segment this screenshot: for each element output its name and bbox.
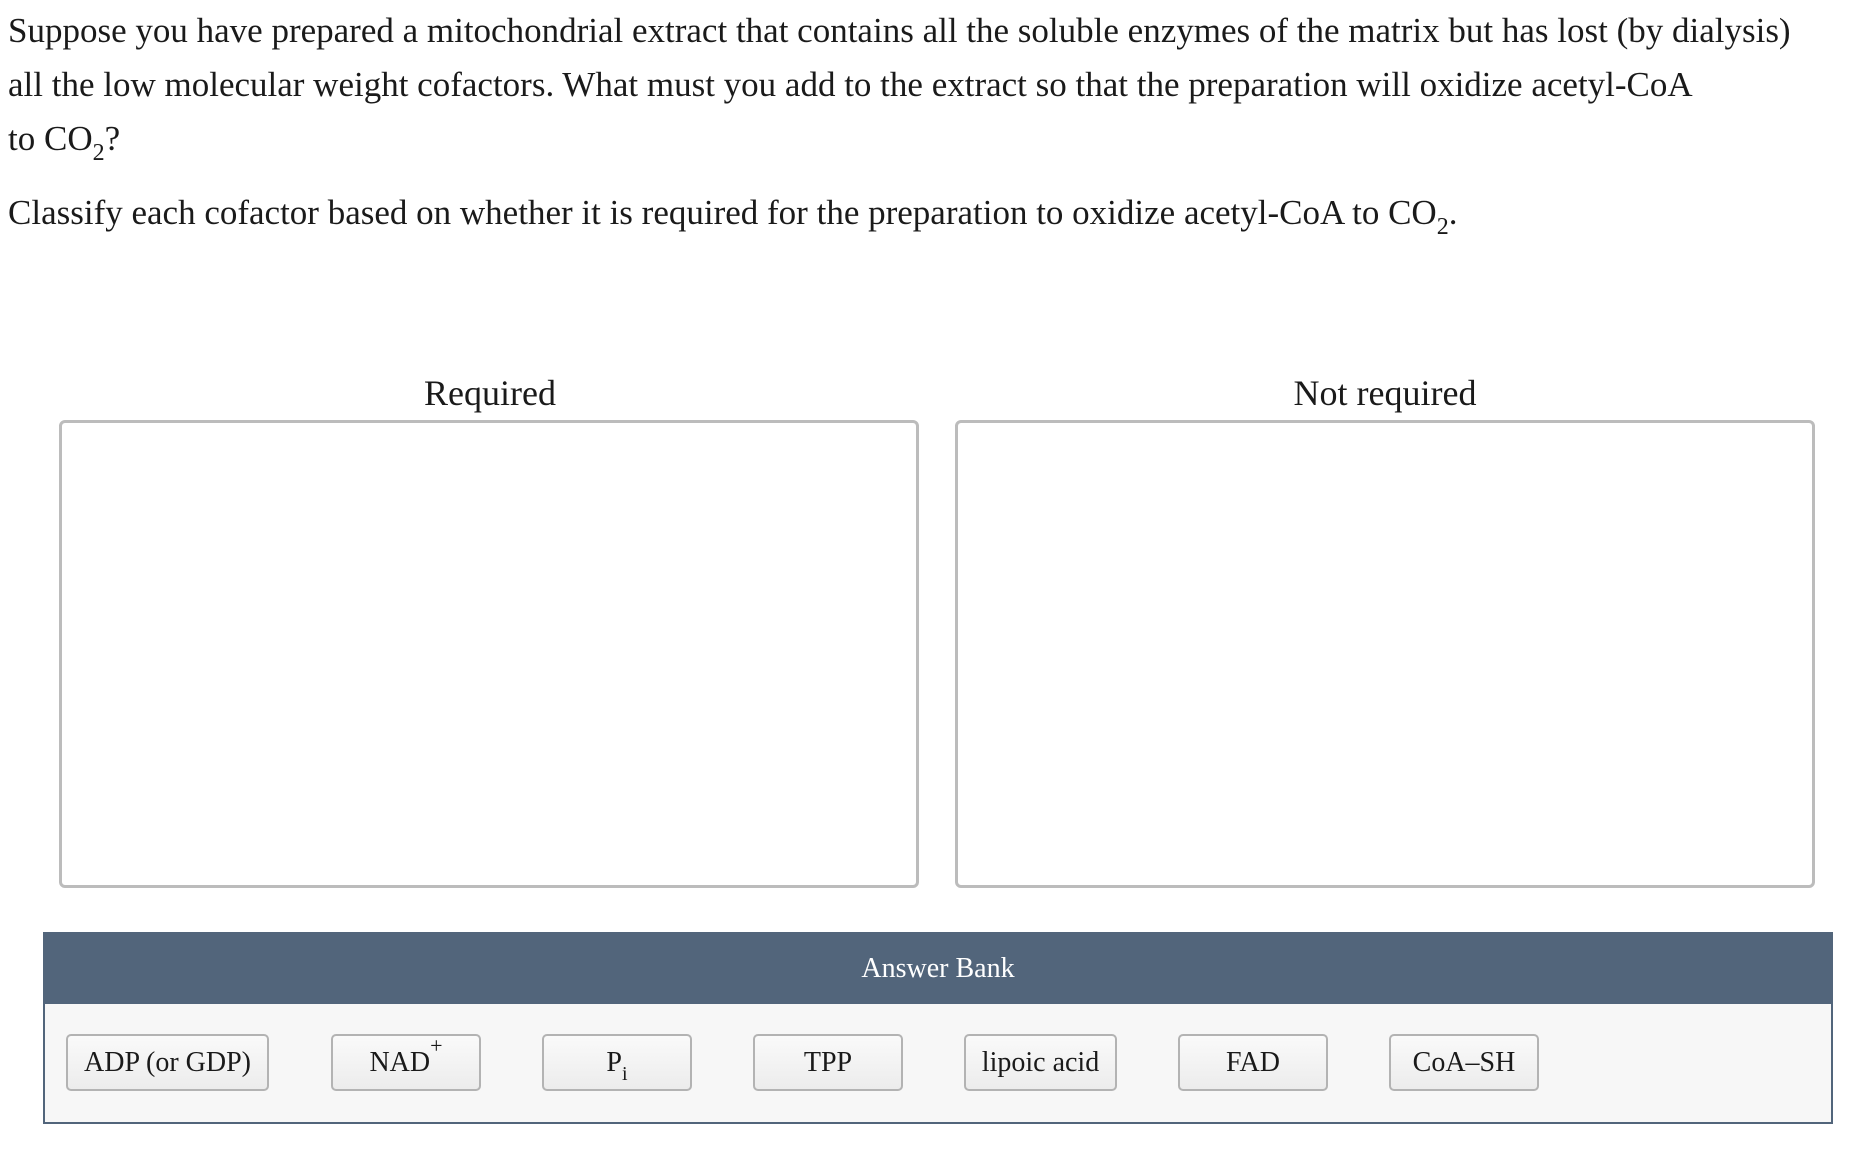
chip-label: TPP [803,1047,853,1078]
chip-subscript: i [622,1063,628,1085]
chip-coa-sh[interactable] [1389,1034,1539,1091]
chip-label: P [606,1047,622,1078]
chip-nad-plus[interactable] [331,1034,481,1091]
chip-lipoic-acid[interactable] [964,1034,1117,1091]
question-paragraph [8,4,1853,166]
not-required-bin-label: Not required [1293,373,1477,413]
answer-bank-header: Answer Bank [45,934,1831,1004]
chip-label: FAD [1226,1047,1280,1078]
chip-superscript: + [430,1033,443,1058]
question-text [8,4,1853,240]
chip-label: NAD [369,1047,431,1078]
required-bin-label: Required [424,373,556,413]
question-line-3 [8,119,121,166]
chip-pi[interactable] [542,1034,692,1091]
instruction-main: Classify each cofactor based on whether it is required for the preparation to oxidize acetyl-CoA to CO [8,193,1437,232]
co2-subscript: 2 [92,140,105,166]
question-mark: ? [104,119,121,158]
question-line-2: all the low molecular weight cofactors. What must you add to the extract so that the preparation will oxidize acetyl-CoA [8,65,1693,104]
instruction-co2-subscript: 2 [1436,214,1449,240]
question-line-3-text: to CO [8,119,93,158]
chip-fad[interactable] [1178,1034,1328,1091]
instruction-period: . [1448,193,1458,232]
required-drop-zone[interactable] [59,420,919,888]
chip-tpp[interactable] [753,1034,903,1091]
instruction-text [8,186,1853,240]
answer-bank [43,932,1833,1124]
chip-label: ADP (or GDP) [84,1047,251,1078]
question-line-1: Suppose you have prepared a mitochondrial extract that contains all the soluble enzymes of the matrix but has lost (by dialysis) [8,11,1791,50]
chip-label: CoA–SH [1412,1047,1516,1078]
chip-label: lipoic acid [981,1047,1100,1078]
not-required-drop-zone[interactable] [955,420,1815,888]
chip-adp-or-gdp[interactable] [66,1034,269,1091]
